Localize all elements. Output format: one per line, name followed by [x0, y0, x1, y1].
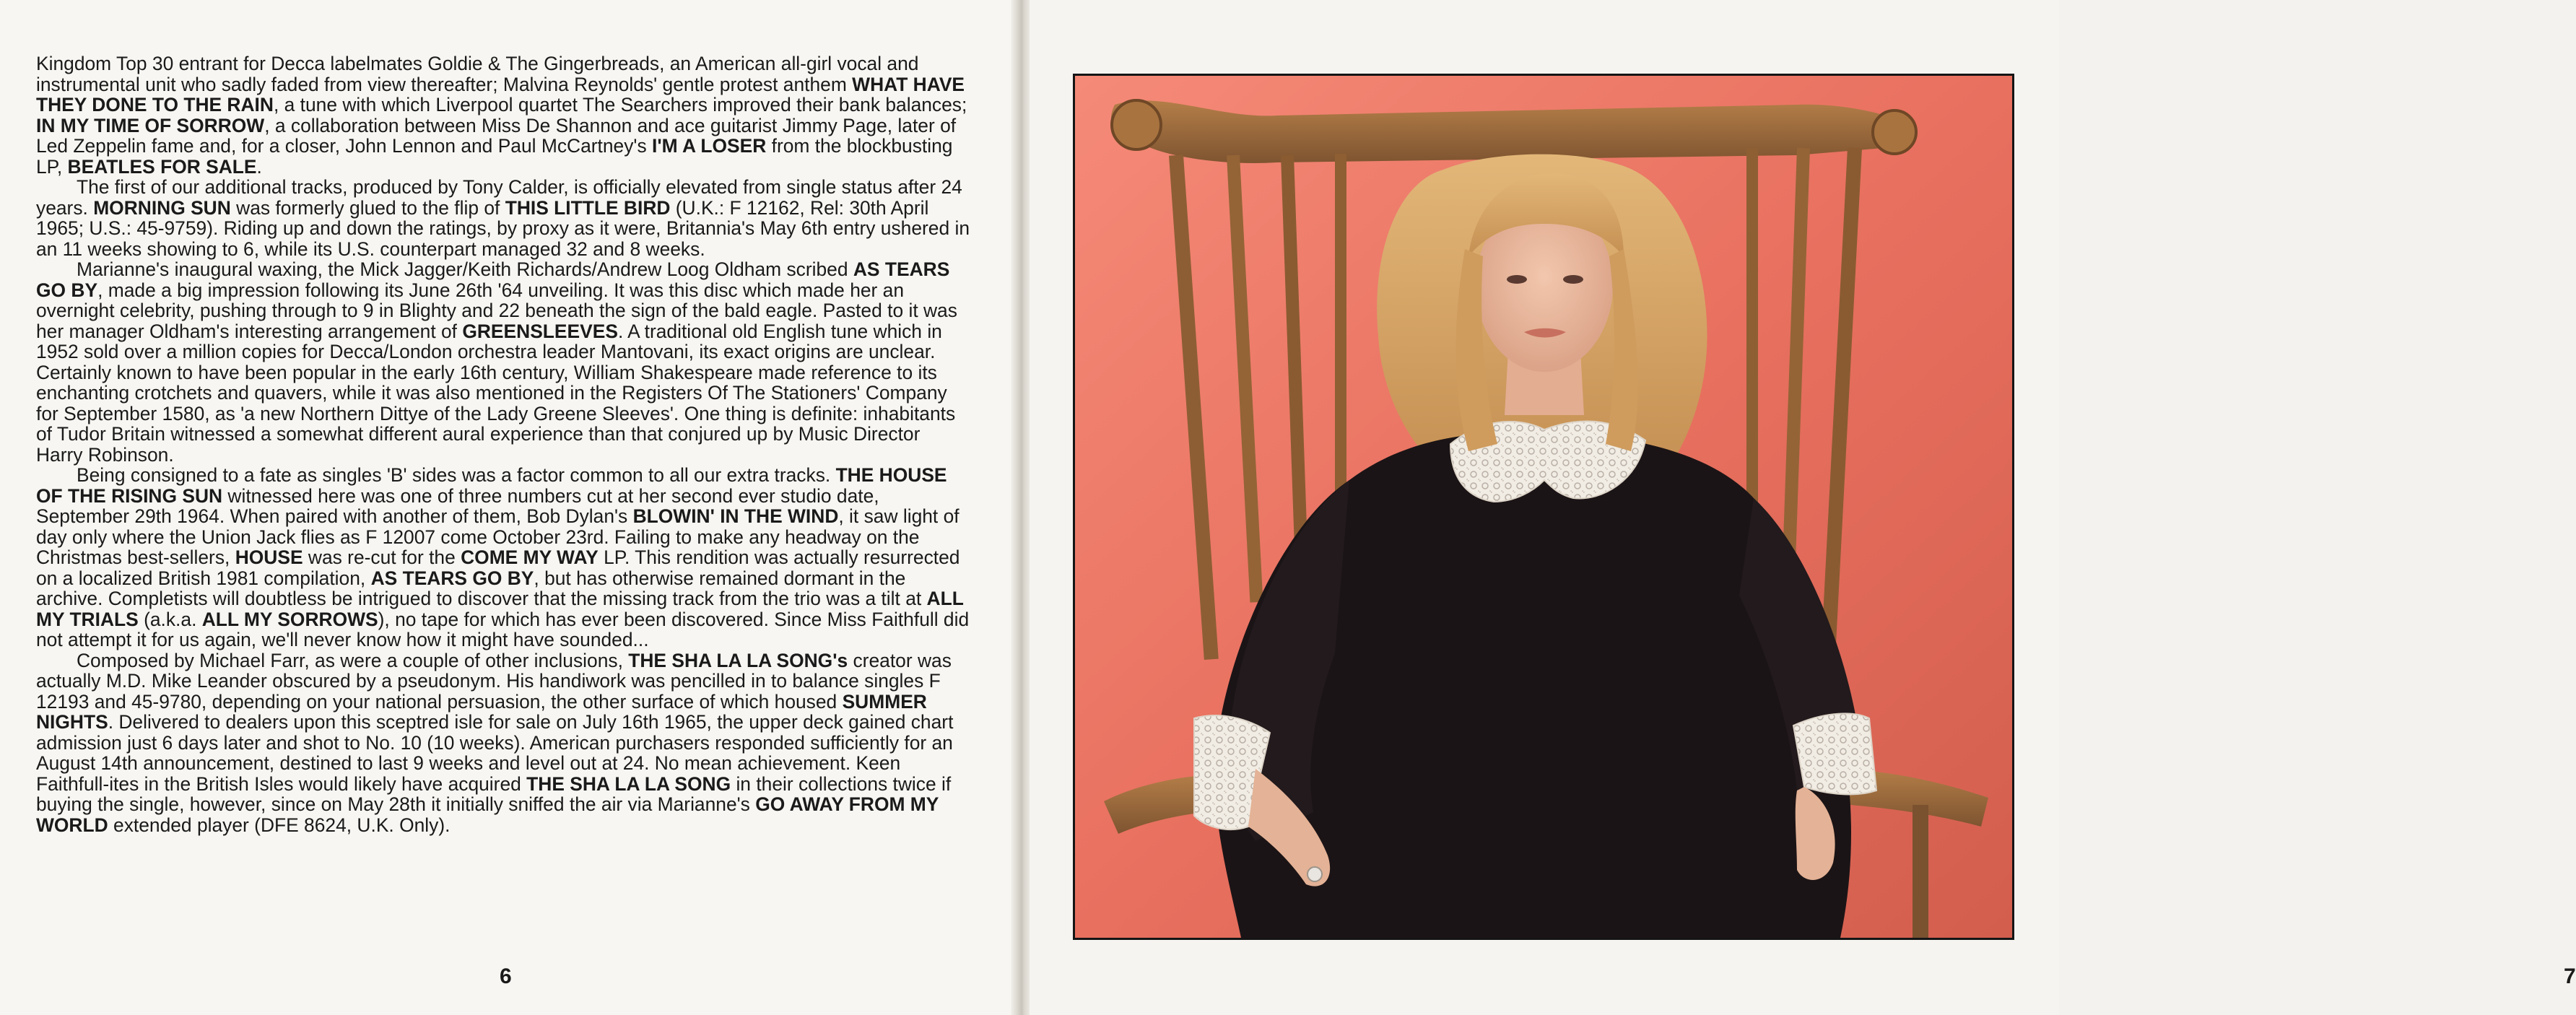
song-title-bold: THIS LITTLE BIRD	[505, 196, 671, 219]
liner-paragraph	[36, 465, 972, 650]
liner-text-run: . A traditional old English tune which in 1952 sold over a million copies for Decca/London orchestra leader Mantovani, its exact origins are unclear. Certainly known to have been popular in the early 16th century, William Shakespeare made reference to its enchanting crotchets and quavers, while it was also mentioned in the Registers Of The Stationers' Company for September 1580, as 'a new Northern Dittye of the Lady Greene Sleeves'. One thing is definite: inhabitants of Tudor Britain witnessed a somewhat different aural experience than that conjured up by Music Director Harry Robinson.	[36, 320, 956, 466]
song-title-bold: ALL MY SORROWS	[201, 608, 378, 630]
liner-text-run: .	[256, 155, 262, 178]
liner-text-run: The first of our additional tracks, produced by Tony Calder, is officially elevated from single status after 24 years.	[36, 176, 962, 219]
liner-text-run: extended player (DFE 8624, U.K. Only).	[108, 814, 451, 836]
song-title-bold: SUMMER NIGHTS	[36, 690, 927, 733]
liner-text-run: witnessed here was one of three numbers cut at her second ever studio date, September 29th 1964. When paired with another of them, Bob Dylan's	[36, 484, 879, 527]
song-title-bold: GO AWAY FROM MY WORLD	[36, 793, 939, 836]
liner-text-run: from the blockbusting LP,	[36, 135, 953, 178]
song-title-bold: BEATLES FOR SALE	[67, 155, 257, 178]
song-title-bold: HOUSE	[235, 546, 303, 568]
liner-text-run: ), no tape for which has ever been discovered. Since Miss Faithfull did not attempt it for us again, we'll never know how it might have sounded...	[36, 608, 970, 650]
song-title-bold: COME MY WAY	[461, 546, 599, 568]
song-title-bold: GREENSLEEVES	[462, 320, 618, 342]
page-number-right: 7	[2564, 964, 2576, 988]
liner-notes-text	[36, 53, 972, 835]
song-title-bold: AS TEARS GO BY	[370, 567, 534, 589]
liner-text-run: Being consigned to a fate as singles 'B' sides was a factor common to all our extra tracks.	[77, 464, 836, 486]
liner-text-run: . Delivered to dealers upon this sceptred isle for sale on July 16th 1965, the upper deck gained chart admission just 6 days later and shot to No. 10 (10 weeks). American purchasers responded sufficiently for an August 14th announcement, destined to last 9 weeks and level out at 24. No mean achievement. Keen Faithfull-ites in the British Isles would likely have acquired	[36, 711, 954, 795]
liner-text-run: , a collaboration between Miss De Shannon and ace guitarist Jimmy Page, later of Led Zeppelin fame and, for a closer, John Lennon and Paul McCartney's	[36, 114, 957, 157]
song-title-bold: THE SHA LA LA SONG's	[628, 649, 848, 671]
liner-text-run: , a tune with which Liverpool quartet The Searchers improved their bank balances;	[273, 94, 967, 116]
liner-text-run: LP. This rendition was actually resurrected on a localized British 1981 compilation,	[36, 546, 960, 589]
liner-text-run: was formerly glued to the flip of	[230, 196, 505, 219]
liner-text-run: was re-cut for the	[303, 546, 461, 568]
liner-paragraph	[36, 177, 972, 259]
song-title-bold: THE SHA LA LA SONG	[526, 772, 731, 795]
liner-text-run: , made a big impression following its June 26th '64 unveiling. It was this disc which made her an overnight celebrity, pushing through to 9 in Blighty and 22 beneath the sign of the bald eagle. Pasted to it was her manager Oldham's interesting arrangement of	[36, 279, 957, 342]
liner-text-run: , but has otherwise remained dormant in the archive. Completists will doubtless be intrigued to discover that the missing track from the trio was a tilt at	[36, 567, 927, 609]
left-page	[0, 0, 1015, 1015]
liner-text-run: in their collections twice if buying the single, however, since on May 28th it initially sniffed the air via Marianne's	[36, 772, 952, 815]
liner-text-run: (U.K.: F 12162, Rel: 30th April 1965; U.S.: 45-9759). Riding up and down the ratings, by proxy as it were, Britannia's May 6th entry ushered in an 11 weeks showing to 6, while its U.S. counterpart managed 32 and 8 weeks.	[36, 196, 970, 260]
liner-paragraph	[36, 53, 972, 177]
song-title-bold: IN MY TIME OF SORROW	[36, 114, 265, 136]
song-title-bold: AS TEARS GO BY	[36, 258, 950, 301]
liner-text-run: Marianne's inaugural waxing, the Mick Jagger/Keith Richards/Andrew Loog Oldham scribed	[77, 258, 853, 280]
photo-illustration	[1075, 76, 2012, 938]
song-title-bold: BLOWIN' IN THE WIND	[632, 505, 839, 527]
liner-paragraph	[36, 650, 972, 836]
song-title-bold: WHAT HAVE THEY DONE TO THE RAIN	[36, 73, 965, 116]
liner-paragraph	[36, 259, 972, 465]
liner-text-run: (a.k.a.	[138, 608, 202, 630]
lace-cuff-right	[1793, 713, 1876, 794]
liner-text-run: creator was actually M.D. Mike Leander obscured by a pseudonym. His handiwork was pencilled in to balance singles F 12193 and 45-9780, depending on your national persuasion, the other surface of which housed	[36, 649, 952, 713]
song-title-bold: MORNING SUN	[93, 196, 231, 219]
ring	[1307, 867, 1322, 881]
liner-text-run: Composed by Michael Farr, as were a couple of other inclusions,	[77, 649, 629, 671]
liner-text-run: , it saw light of day only where the Union Jack flies as F 12007 come October 23rd. Failing to make any headway on the Christmas best-sellers,	[36, 505, 960, 568]
portrait-photo	[1073, 74, 2014, 940]
page-number-left: 6	[500, 964, 512, 988]
liner-text-run: Kingdom Top 30 entrant for Decca labelmates Goldie & The Gingerbreads, an American all-girl vocal and instrumental unit who sadly faded from view thereafter; Malvina Reynolds' gentle protest anthem	[36, 53, 919, 95]
song-title-bold: ALL MY TRIALS	[36, 588, 964, 630]
song-title-bold: I'M A LOSER	[652, 135, 767, 157]
song-title-bold: THE HOUSE OF THE RISING SUN	[36, 464, 947, 507]
